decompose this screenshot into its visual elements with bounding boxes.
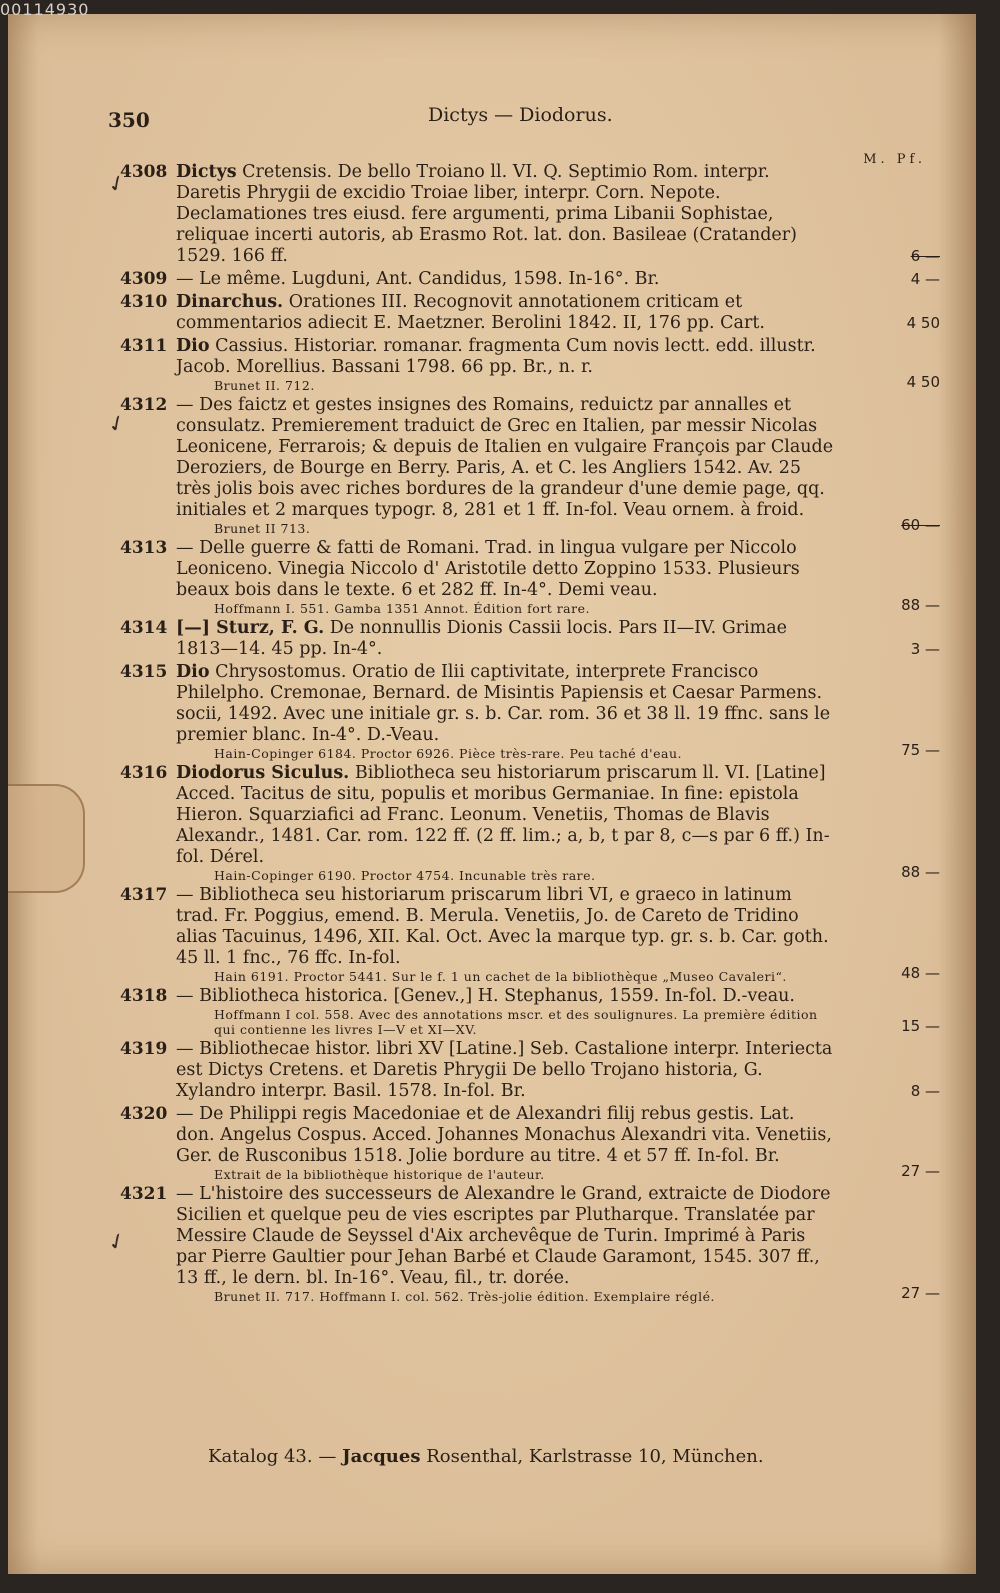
entry-price: 4 50 — [906, 373, 940, 391]
catalog-entry — [120, 162, 940, 267]
catalog-entry — [120, 395, 940, 536]
entry-price: 75 — — [901, 741, 940, 759]
catalog-entry — [120, 292, 940, 334]
catalog-entry — [120, 538, 940, 616]
catalog-entry — [120, 269, 940, 290]
entry-body — [176, 269, 836, 290]
entry-text: Chrysostomus. Oratio de Ilii captivitate, interprete Francisco Philelpho. Cremonae, Bernard. de Misintis Papiensis et Caesar Parmens. socii, 1492. Avec une initiale gr. s. b. Car. rom. 36 et 38 ll. 19 ffnc. sans le premier blanc. In-4°. D.-Veau. — [176, 662, 831, 745]
entry-price: 4 — — [910, 270, 940, 288]
entry-note: Hain 6191. Proctor 5441. Sur le f. 1 un cachet de la bibliothèque „Museo Cavaleri“. — [214, 969, 787, 984]
entry-number: 4321 — [120, 1184, 168, 1204]
entry-text: — Bibliotheca historica. [Genev.,] H. Stephanus, 1559. In-fol. D.-veau. — [176, 986, 795, 1006]
footer-rest: Rosenthal, Karlstrasse 10, München. — [420, 1446, 764, 1467]
catalog-page — [8, 14, 976, 1574]
entry-note: Brunet II. 712. — [214, 378, 315, 393]
entry-text: — L'histoire des successeurs de Alexandre le Grand, extraicte de Diodore Sicilien et quelque peu de vies escriptes par Plutharque. Translatée par Messire Claude de Seyssel d'Aix archevêque de Turin. Imprimé à Paris par Pierre Gaultier pour Jehan Barbé et Claude Garamont, 1545. 307 ff., 13 ff., le dern. bl. In-16°. Veau, fil., tr. dorée. — [176, 1184, 831, 1288]
entry-number: 4309 — [120, 269, 168, 289]
entry-price: 88 — — [901, 596, 940, 614]
entry-note: Extrait de la bibliothèque historique de l'auteur. — [214, 1167, 545, 1182]
entry-text: Bibliotheca seu historiarum priscarum ll. VI. [Latine] Acced. Tacitus de situ, populis et moribus Germaniae. In fine: epistola Hieron. Squarziafici ad Franc. Leonum. Venetiis, Thomas de Blavis Alexandr., 1481. Car. rom. 122 ff. (2 ff. lim.; a, b, t par 8, c—s par 6 ff.) In-fol. Dérel. — [176, 763, 830, 867]
catalog-entries — [120, 162, 940, 1306]
catalog-entry — [120, 1184, 940, 1304]
pencil-check-mark: ✓ — [103, 409, 131, 440]
running-title: Dictys — Diodorus. — [428, 104, 613, 126]
entry-number: 4319 — [120, 1039, 168, 1059]
entry-price: 8 — — [910, 1082, 940, 1100]
entry-body — [176, 538, 836, 616]
entry-text: De nonnullis Dionis Cassii locis. Pars II—IV. Grimae 1813—14. 45 pp. In-4°. — [176, 618, 788, 659]
entry-number: 4320 — [120, 1104, 168, 1124]
entry-number: 4314 — [120, 618, 168, 638]
entry-text: — Delle guerre & fatti de Romani. Trad. in lingua vulgare per Niccolo Leoniceno. Vinegia Niccolo d' Aristotile detto Zoppino 1533. Plusieurs beaux bois dans le texte. 6 et 282 ff. In-4°. Demi veau. — [176, 538, 800, 600]
entry-text: — De Philippi regis Macedoniae et de Alexandri filij rebus gestis. Lat. don. Angelus Cospus. Acced. Johannes Monachus Alexandri vita. Venetiis, Ger. de Rusconibus 1518. Jolie bordure au titre. 4 et 57 ff. In-fol. Br. — [176, 1104, 832, 1166]
entry-text: — Bibliotheca seu historiarum priscarum libri VI, e graeco in latinum trad. Fr. Poggius, emend. B. Merula. Venetiis, Jo. de Careto de Tridino alias Tacuinus, 1496, XII. Kal. Oct. Avec la marque typ. gr. s. b. Car. goth. 45 ll. 1 fnc., 76 ffc. In-fol. — [176, 885, 829, 968]
entry-body — [176, 885, 836, 984]
entry-number: 4310 — [120, 292, 168, 312]
catalog-entry — [120, 618, 940, 660]
entry-price: 15 — — [901, 1017, 940, 1035]
entry-text: Orationes III. Recognovit annotationem criticam et commentarios adiecit E. Maetzner. Berolini 1842. II, 176 pp. Cart. — [176, 292, 765, 333]
entry-body — [176, 395, 836, 536]
entry-price: 27 — — [901, 1284, 940, 1302]
scan-id: 00114930 — [0, 0, 90, 19]
entry-text: — Bibliothecae histor. libri XV [Latine.] Seb. Castalione interpr. Interiecta est Dictys Cretens. et Daretis Phrygii De bello Trojano historia, G. Xylandro interpr. Basil. 1578. In-fol. Br. — [176, 1039, 833, 1101]
entry-name: Dictys — [176, 162, 237, 182]
entry-price: 88 — — [901, 863, 940, 881]
entry-text: — Des faictz et gestes insignes des Romains, reduictz par annalles et consulatz. Premierement traduict de Grec en Italien, par messir Nicolas Leonicene, Ferrarois; & depuis de Italien en vulgaire François par Claude Deroziers, de Bourge en Berry. Paris, A. et C. les Angliers 1542. Av. 25 très jolis bois avec riches bordures de la grandeur d'une demie page, qq. initiales et 2 marques typogr. 8, 281 et 1 ff. In-fol. Veau ornem. à froid. — [176, 395, 834, 520]
entry-text: Cretensis. De bello Troiano ll. VI. Q. Septimio Rom. interpr. Daretis Phrygii de excidio Troiae liber, interpr. Corn. Nepote. Declamationes tres eiusd. fere argumenti, prima Libanii Sophistae, reliquae incerti autoris, ab Erasmo Rot. lat. don. Basileae (Cratander) 1529. 166 ff. — [176, 162, 797, 266]
page-footer — [208, 1446, 888, 1467]
entry-price: 6 — — [910, 247, 940, 265]
catalog-entry — [120, 986, 940, 1037]
entry-body — [176, 1104, 836, 1182]
entry-price: 48 — — [901, 964, 940, 982]
entry-text: — Le même. Lugduni, Ant. Candidus, 1598. In-16°. Br. — [176, 269, 660, 289]
entry-number: 4316 — [120, 763, 168, 783]
price-column-head: M. Pf. — [863, 152, 926, 167]
catalog-entry — [120, 763, 940, 883]
entry-price: 4 50 — [906, 314, 940, 332]
footer-firm: Jacques — [342, 1446, 421, 1467]
entry-text: Cassius. Historiar. romanar. fragmenta Cum novis lectt. edd. illustr. Jacob. Morellius. Bassani 1798. 66 pp. Br., n. r. — [176, 336, 816, 377]
pencil-check-mark: ✓ — [103, 169, 131, 200]
entry-number: 4312 — [120, 395, 168, 415]
page-header — [108, 104, 948, 138]
entry-note: Brunet II 713. — [214, 521, 311, 536]
entry-name: Dio — [176, 336, 210, 356]
page-tab-flap — [8, 784, 85, 893]
entry-number: 4315 — [120, 662, 168, 682]
entry-note: Hoffmann I. 551. Gamba 1351 Annot. Édition fort rare. — [214, 601, 590, 616]
catalog-entry — [120, 662, 940, 761]
catalog-entry — [120, 1104, 940, 1182]
catalog-entry — [120, 885, 940, 984]
entry-price: 3 — — [910, 640, 940, 658]
entry-number: 4317 — [120, 885, 168, 905]
entry-body — [176, 292, 836, 334]
footer-prefix: Katalog 43. — — [208, 1446, 343, 1467]
entry-number: 4308 — [120, 162, 168, 182]
entry-price: 60 — — [901, 516, 940, 534]
entry-note: Hain-Copinger 6184. Proctor 6926. Pièce très-rare. Peu taché d'eau. — [214, 746, 682, 761]
entry-number: 4318 — [120, 986, 168, 1006]
entry-body — [176, 618, 836, 660]
entry-body — [176, 1039, 836, 1102]
catalog-entry — [120, 336, 940, 393]
entry-note: Brunet II. 717. Hoffmann I. col. 562. Très-jolie édition. Exemplaire réglé. — [214, 1289, 716, 1304]
entry-number: 4313 — [120, 538, 168, 558]
entry-number: 4311 — [120, 336, 168, 356]
entry-name: Diodorus Siculus. — [176, 763, 350, 783]
entry-note: Hoffmann I col. 558. Avec des annotations mscr. et des soulignures. La première édition qui contienne les livres I—V et XI—XV. — [214, 1007, 818, 1037]
catalog-entry — [120, 1039, 940, 1102]
entry-note: Hain-Copinger 6190. Proctor 4754. Incunable très rare. — [214, 868, 596, 883]
entry-body — [176, 662, 836, 761]
entry-body — [176, 162, 836, 267]
entry-body — [176, 763, 836, 883]
page-number: 350 — [108, 108, 150, 132]
entry-price: 27 — — [901, 1162, 940, 1180]
entry-name: Dio — [176, 662, 210, 682]
entry-body — [176, 336, 836, 393]
entry-name: Dinarchus. — [176, 292, 284, 312]
entry-name: [—] Sturz, F. G. — [176, 618, 325, 638]
entry-body — [176, 986, 836, 1037]
pencil-check-mark: ✓ — [103, 1227, 131, 1258]
entry-body — [176, 1184, 836, 1304]
